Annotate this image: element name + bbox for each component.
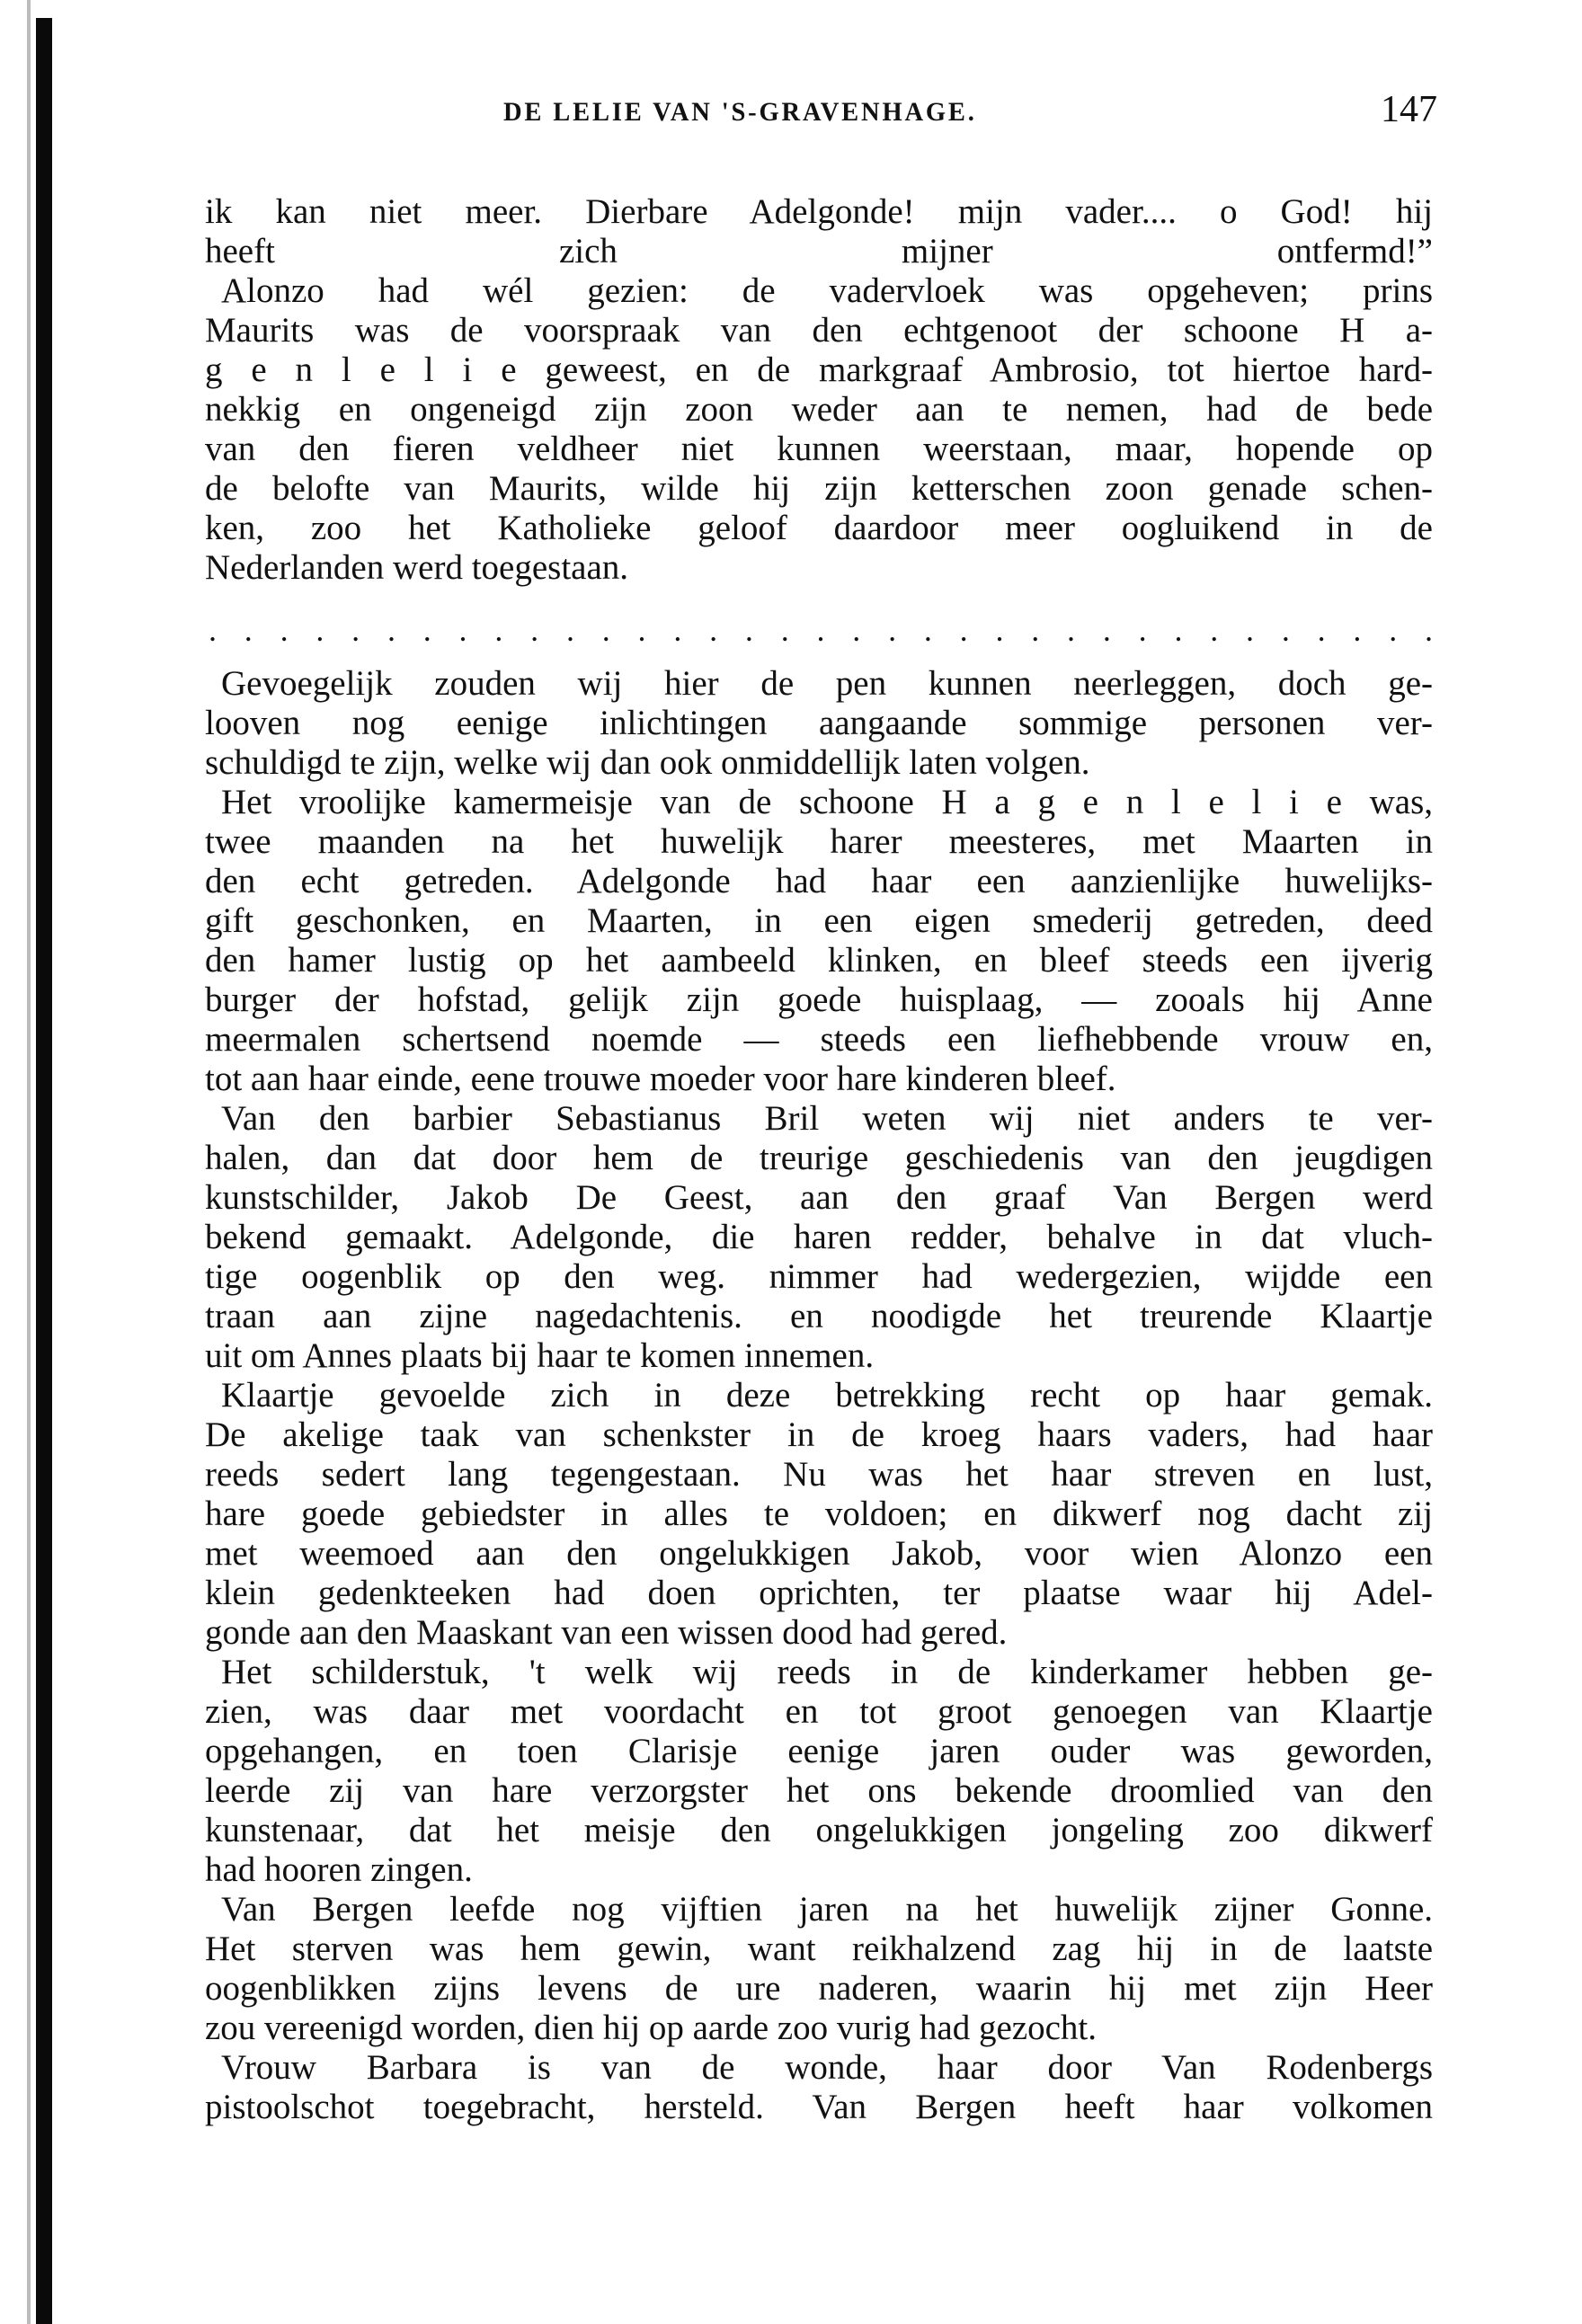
text-line: Vrouw Barbara is van de wonde, haar door Van Rodenbergs	[221, 2048, 1433, 2087]
text-line: pistoolschot toegebracht, hersteld. Van Bergen heeft haar volkomen	[205, 2088, 1433, 2126]
text-line: den hamer lustig op het aambeeld klinken, en bleef steeds een ijverig	[205, 941, 1433, 980]
paragraph	[205, 271, 1433, 588]
text-line: Het vroolijke kamermeisje van de schoone H a g e n l e l i e was,	[221, 783, 1433, 821]
book-spine-shadow	[36, 18, 52, 2324]
text-line: looven nog eenige inlichtingen aangaande sommige personen ver-	[205, 704, 1433, 742]
text-line: Van Bergen leefde nog vijftien jaren na het huwelijk zijner Gonne.	[221, 1890, 1433, 1929]
page-number: 147	[1381, 89, 1437, 130]
text-line: Het sterven was hem gewin, want reikhalzend zag hij in de laatste	[205, 1929, 1433, 1968]
text-line: Alonzo had wél gezien: de vadervloek was opgeheven; prins	[221, 271, 1433, 310]
paragraph	[205, 664, 1433, 783]
text-line: nekkig en ongeneigd zijn zoon weder aan te nemen, had de bede	[205, 390, 1433, 429]
text-block-main	[205, 664, 1433, 2127]
text-line: halen, dan dat door hem de treurige geschiedenis van den jeugdigen	[205, 1139, 1433, 1177]
paragraph	[205, 1376, 1433, 1653]
paragraph	[205, 783, 1433, 1099]
text-line: Van den barbier Sebastianus Bril weten wij niet anders te ver-	[221, 1099, 1433, 1138]
text-line: met weemoed aan den ongelukkigen Jakob, voor wien Alonzo een	[205, 1534, 1433, 1573]
text-line: Klaartje gevoelde zich in deze betrekking recht op haar gemak.	[221, 1376, 1433, 1415]
text-line: ken, zoo het Katholieke geloof daardoor meer oogluikend in de	[205, 509, 1433, 547]
text-line: den echt getreden. Adelgonde had haar een aanzienlijke huwelijks-	[205, 862, 1433, 900]
text-line: oogenblikken zijns levens de ure naderen, waarin hij met zijn Heer	[205, 1969, 1433, 2008]
text-line: Het schilderstuk, 't welk wij reeds in de kinderkamer hebben ge-	[221, 1653, 1433, 1691]
text-line: de belofte van Maurits, wilde hij zijn ketterschen zoon genade schen-	[205, 469, 1433, 508]
paragraph	[205, 2048, 1433, 2127]
paragraph	[205, 192, 1433, 271]
text-line: opgehangen, en toen Clarisje eenige jaren ouder was geworden,	[205, 1732, 1433, 1770]
text-line: Nederlanden werd toegestaan.	[205, 548, 629, 587]
text-line: leerde zij van hare verzorgster het ons bekende droomlied van den	[205, 1771, 1433, 1810]
text-line: reeds sedert lang tegengestaan. Nu was het haar streven en lust,	[205, 1455, 1433, 1494]
text-line: heeft zich mijner ontfermd!”	[205, 232, 1433, 271]
text-line: meermalen schertsend noemde — steeds een liefhebbende vrouw en,	[205, 1020, 1433, 1059]
text-line: traan aan zijne nagedachtenis. en noodigde het treurende Klaartje	[205, 1297, 1433, 1335]
text-line: uit om Annes plaats bij haar te komen innemen.	[205, 1336, 875, 1375]
text-line: kunstschilder, Jakob De Geest, aan den graaf Van Bergen werd	[205, 1178, 1433, 1217]
text-line: zou vereenigd worden, dien hij op aarde zoo vurig had gezocht.	[205, 2009, 1097, 2047]
text-line: gift geschonken, en Maarten, in een eigen smederij getreden, deed	[205, 901, 1433, 940]
scan-edge	[27, 0, 31, 2324]
text-line: De akelige taak van schenkster in de kroeg haars vaders, had haar	[205, 1415, 1433, 1454]
running-head: DE LELIE VAN 'S-GRAVENHAGE.	[503, 97, 977, 127]
text-line: ik kan niet meer. Dierbare Adelgonde! mijn vader.... o God! hij	[205, 192, 1433, 231]
text-line: van den fieren veldheer niet kunnen weerstaan, maar, hopende op	[205, 430, 1433, 468]
text-line: tige oogenblik op den weg. nimmer had wedergezien, wijdde een	[205, 1257, 1433, 1296]
text-line: klein gedenkteeken had doen oprichten, ter plaatse waar hij Adel-	[205, 1574, 1433, 1612]
paragraph	[205, 1890, 1433, 2048]
text-line: kunstenaar, dat het meisje den ongelukkigen jongeling zoo dikwerf	[205, 1811, 1433, 1849]
text-line: Gevoegelijk zouden wij hier de pen kunnen neerleggen, doch ge-	[221, 664, 1433, 703]
text-line: bekend gemaakt. Adelgonde, die haren redder, behalve in dat vluch-	[205, 1218, 1433, 1256]
paragraph	[205, 1099, 1433, 1376]
text-line: tot aan haar einde, eene trouwe moeder voor hare kinderen bleef.	[205, 1060, 1116, 1098]
text-line: burger der hofstad, gelijk zijn goede huisplaag, — zooals hij Anne	[205, 980, 1433, 1019]
text-line: Maurits was de voorspraak van den echtgenoot der schoone H a-	[205, 311, 1433, 350]
section-separator: . . . . . . . . . . . . . . . . . . . . . . . . . . . . . . . . . . .	[209, 612, 1433, 648]
text-line: had hooren zingen.	[205, 1850, 473, 1889]
text-line: hare goede gebiedster in alles te voldoen; en dikwerf nog dacht zij	[205, 1495, 1433, 1533]
text-line: g e n l e l i e geweest, en de markgraaf Ambrosio, tot hiertoe hard-	[205, 350, 1433, 389]
paragraph	[205, 1653, 1433, 1890]
text-line: zien, was daar met voordacht en tot groot genoegen van Klaartje	[205, 1692, 1433, 1731]
text-block-top	[205, 192, 1433, 588]
text-line: twee maanden na het huwelijk harer meesteres, met Maarten in	[205, 822, 1433, 861]
text-line: schuldigd te zijn, welke wij dan ook onmiddellijk laten volgen.	[205, 743, 1090, 782]
text-line: gonde aan den Maaskant van een wissen dood had gered.	[205, 1613, 1008, 1652]
